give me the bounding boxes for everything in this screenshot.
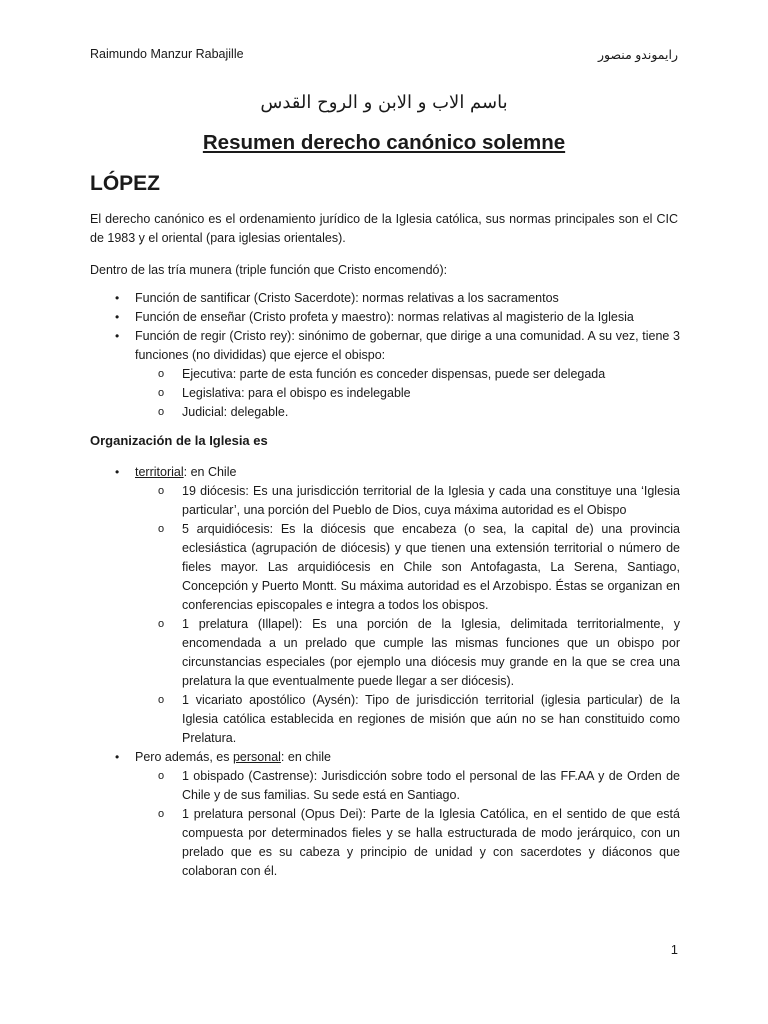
header-author-arabic: رايموندو منصور [597, 48, 678, 62]
circle-bullet-icon: o [158, 368, 165, 380]
organization-list [90, 463, 680, 881]
personal-obispado: 1 obispado (Castrense): Jurisdicción sobre todo el personal de las FF.AA y de Orden de Chile y de sus familias. Su sede está en Santiago. [182, 769, 680, 802]
bullet-icon: • [115, 750, 120, 764]
functions-list [90, 289, 680, 422]
list-item-personal [90, 748, 680, 767]
function-regir: Función de regir (Cristo rey): sinónimo de gobernar, que dirige a una comunidad. A su vez, tiene 3 funciones (no divididas) que ejerce el obispo: [135, 329, 680, 362]
circle-bullet-icon: o [158, 770, 165, 782]
sub-list-item [90, 615, 680, 691]
personal-suffix: : en chile [280, 750, 331, 764]
circle-bullet-icon: o [158, 694, 165, 706]
sub-list-item [90, 482, 680, 520]
territorial-diocesis: 19 diócesis: Es una jurisdicción territorial de la Iglesia y cada una constituye una ‘Iglesia particular’, una porción del Pueblo de Dios, cuya máxima autoridad es el Obispo [182, 484, 680, 517]
territorial-prelatura: 1 prelatura (Illapel): Es una porción de la Iglesia, delimitada territorialmente, y encomendada a un prelado que cumple las mismas funciones que un obispo por circunstancias especiales (por ejemplo una diócesis muy grande en la que se crea una prelatura la que eventualmente puede llegar a ser diócesis). [182, 617, 680, 688]
circle-bullet-icon: o [158, 523, 165, 535]
list-item-territorial [90, 463, 680, 482]
section-heading: LÓPEZ [90, 172, 161, 195]
circle-bullet-icon: o [158, 387, 165, 399]
circle-bullet-icon: o [158, 485, 165, 497]
territorial-label: territorial [135, 465, 184, 479]
personal-prefix: Pero además, es [135, 750, 233, 764]
bullet-icon: • [115, 291, 120, 305]
list-item [90, 308, 680, 327]
personal-label: personal [232, 750, 281, 764]
territorial-suffix: : en Chile [183, 465, 237, 479]
sub-list-item [90, 805, 680, 881]
page-number: 1 [670, 942, 678, 957]
organization-heading: Organización de la Iglesia es [90, 433, 268, 448]
bullet-icon: • [115, 329, 120, 343]
personal-prelatura: 1 prelatura personal (Opus Dei): Parte de la Iglesia Católica, en el sentido de que está compuesta por determinados fieles y se halla estructurada de modo jerárquico, con un prelado que es su cabeza y principio de unidad y con sacerdotes y diáconos que colaboran con él. [182, 807, 680, 878]
sub-list-item [90, 403, 680, 422]
subfunction-judicial: Judicial: delegable. [182, 405, 289, 419]
sub-list-item [90, 520, 680, 615]
function-santificar: Función de santificar (Cristo Sacerdote): normas relativas a los sacramentos [135, 291, 559, 305]
bullet-icon: • [115, 310, 120, 324]
function-ensenar: Función de enseñar (Cristo profeta y maestro): normas relativas al magisterio de la Iglesia [135, 310, 634, 324]
territorial-vicariato: 1 vicariato apostólico (Aysén): Tipo de jurisdicción territorial (iglesia particular) de la Iglesia católica establecida en regiones de misión que aún no se han constituido como Prelatura. [182, 693, 680, 745]
header-author-latin: Raimundo Manzur Rabajille [90, 47, 244, 61]
sub-list-item [90, 691, 680, 748]
bullet-icon: • [115, 465, 120, 479]
intro-paragraph: El derecho canónico es el ordenamiento jurídico de la Iglesia católica, sus normas principales son el CIC de 1983 y el oriental (para iglesias orientales). [90, 212, 678, 245]
sub-list-item [90, 767, 680, 805]
circle-bullet-icon: o [158, 808, 165, 820]
list-item [90, 289, 680, 308]
circle-bullet-icon: o [158, 406, 165, 418]
tria-intro: Dentro de las tría munera (triple función que Cristo encomendó): [90, 263, 448, 277]
subfunction-ejecutiva: Ejecutiva: parte de esta función es conceder dispensas, puede ser delegada [182, 367, 606, 381]
circle-bullet-icon: o [158, 618, 165, 630]
sub-list-item [90, 384, 680, 403]
territorial-arquidiocesis: 5 arquidiócesis: Es la diócesis que encabeza (o sea, la capital de) una provincia eclesiástica (agrupación de diócesis) y que tienen una extensión territorial o número de fieles mayor. Las arquidiócesis en Chile son Antofagasta, La Serena, Santiago, Concepción y Puerto Montt. Su máxima autoridad es el Arzobispo. Éstas se organizan en conferencias episcopales e integra a todos los obispos. [182, 522, 680, 612]
document-title: Resumen derecho canónico solemne [202, 131, 566, 154]
list-item [90, 327, 680, 365]
subfunction-legislativa: Legislativa: para el obispo es indelegable [182, 386, 411, 400]
sub-list-item [90, 365, 680, 384]
basmala-line: باسم الاب و الابن و الروح القدس [260, 92, 508, 113]
